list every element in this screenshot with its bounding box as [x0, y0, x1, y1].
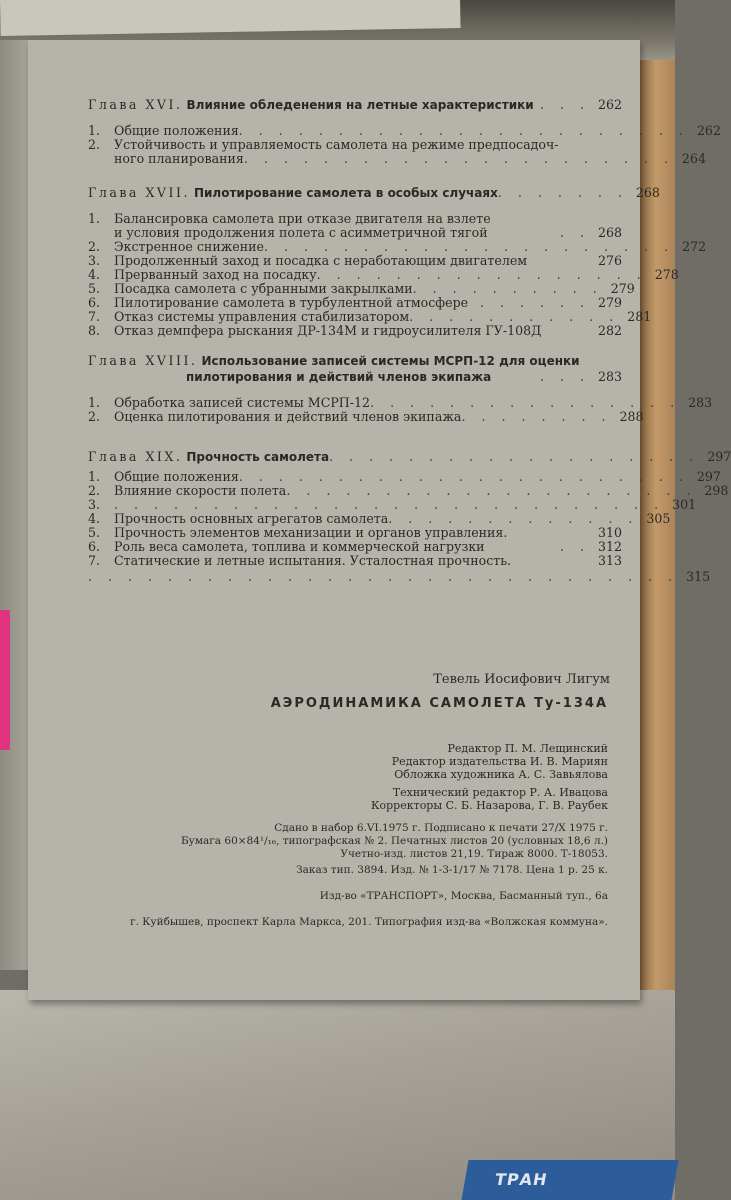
chapter-17-heading: Глава XVII. Пилотирование самолета в особых случаях . . . . . . . 268: [88, 185, 660, 200]
page-number: 262: [597, 97, 622, 112]
list-item: 7. Статические и летные испытания. Усталостная прочность. 313: [88, 553, 622, 568]
print-info: Учетно-изд. листов 21,19. Тираж 8000. Т-18053.: [340, 848, 608, 860]
credit-line: Корректоры С. Б. Назарова, Г. В. Раубек: [371, 799, 608, 812]
list-item: 2. Устойчивость и управляемость самолета на режиме предпосадоч-: [88, 137, 559, 152]
list-item: 1. Общие положения . . . . . . . . . . . . . . . . . . . . . . . 297: [88, 469, 721, 484]
list-item: 4. Прерванный заход на посадку . . . . . . . . . . . . . . . . . 278: [88, 267, 679, 282]
list-item: 2. Экстренное снижение . . . . . . . . . . . . . . . . . . . . . 272: [88, 239, 707, 254]
spine-text: ТРАН: [493, 1170, 550, 1189]
left-page-edge: [0, 40, 30, 970]
print-info: Заказ тип. 3894. Изд. № 1-3-1/17 № 7178. Цена 1 р. 25 к.: [296, 864, 608, 876]
pink-tab: [0, 610, 10, 750]
printer-info: г. Куйбышев, проспект Карла Маркса, 201. Типография изд-ва «Волжская коммуна».: [130, 916, 608, 928]
print-info: Сдано в набор 6.VI.1975 г. Подписано к печати 27/X 1975 г.: [274, 822, 608, 834]
blue-book-spine: [461, 1160, 678, 1200]
chapter-prefix: Глава XVI.: [88, 97, 183, 112]
chapter-title: Влияние обледенения на летные характеристики: [186, 98, 534, 112]
list-item: 1. Балансировка самолета при отказе двигателя на взлете: [88, 211, 491, 226]
list-item: 2. Влияние скорости полета . . . . . . . . . . . . . . . . . . . . . 298: [88, 483, 729, 498]
list-item: 1. Общие положения . . . . . . . . . . . . . . . . . . . . . . . 262: [88, 123, 721, 138]
chapter-18-heading-cont: пилотирования и действий членов экипажа . . . 283: [186, 369, 622, 384]
list-item-continuation: и условия продолжения полета с асимметричной тягой . . 268: [114, 225, 622, 240]
list-item: 2. Оценка пилотирования и действий членов экипажа . . . . . . . . 288: [88, 409, 644, 424]
list-item: 6. Пилотирование самолета в турбулентной атмосфере . . . . . . 279: [88, 295, 622, 310]
list-item: 5. Посадка самолета с убранными закрылками . . . . . . . . . . 279: [88, 281, 635, 296]
list-item: 3. . . . . . . . . . . . . . . . . . . . . . . . . . . . . 301: [88, 497, 697, 512]
credit-line: Технический редактор Р. А. Ивацова: [392, 786, 608, 799]
list-item: 1. Обработка записей системы МСРП-12 . . . . . . . . . . . . . . . . 283: [88, 395, 713, 410]
list-item: 3. Продолженный заход и посадка с неработающим двигателем 276: [88, 253, 622, 268]
publisher-info: Изд-во «ТРАНСПОРТ», Москва, Басманный туп., 6а: [319, 890, 608, 902]
list-item: 7. Отказ системы управления стабилизатором . . . . . . . . . . . 281: [88, 309, 652, 324]
list-item: 4. Прочность основных агрегатов самолета . . . . . . . . . . . . . 305: [88, 511, 671, 526]
print-info: Бумага 60×84¹/₁₆, типографская № 2. Печатных листов 20 (условных 18,6 л.): [180, 835, 608, 847]
chapter-18-heading: Глава XVIII. Использование записей системы МСРП-12 для оценки: [88, 353, 580, 368]
list-item-continuation: ного планирования . . . . . . . . . . . . . . . . . . . . . . 264: [114, 151, 706, 166]
credit-line: Редактор П. М. Лещинский: [447, 742, 608, 755]
author-name: Тевель Иосифович Лигум: [433, 672, 610, 687]
credit-line: Редактор издательства И. В. Мариян: [391, 755, 608, 768]
chapter-16-heading: Глава XVI. Влияние обледенения на летные характеристики . . . 262: [88, 97, 622, 112]
list-item: 5. Прочность элементов механизации и органов управления. 310: [88, 525, 622, 540]
book-page: [28, 40, 731, 1000]
credit-line: Обложка художника А. С. Завьялова: [394, 768, 608, 781]
chapter-19-heading: Глава XIX. Прочность самолета . . . . . . . . . . . . . . . . . . . 297: [88, 449, 731, 464]
list-item: 6. Роль веса самолета, топлива и коммерческой нагрузки . . 312: [88, 539, 622, 554]
list-item: 8. Отказ демпфера рыскания ДР-134М и гидроусилителя ГУ-108Д 282: [88, 323, 622, 338]
appendix-item: . . . . . . . . . . . . . . . . . . . . . . . . . . . . . . 315: [88, 569, 711, 584]
book-title: АЭРОДИНАМИКА САМОЛЕТА Ту-134А: [270, 696, 608, 711]
